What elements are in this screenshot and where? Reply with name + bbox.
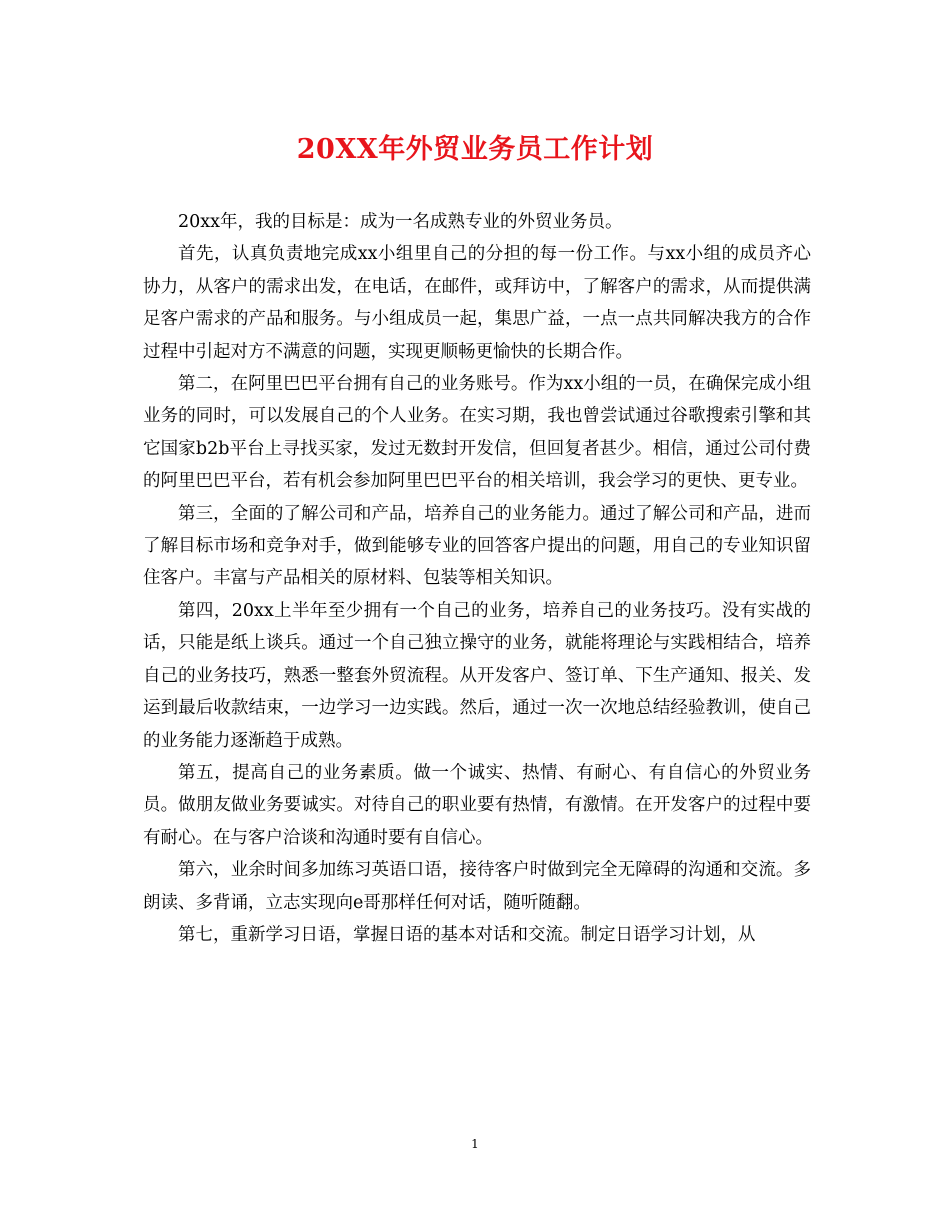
- document-title: 20XX年外贸业务员工作计划: [296, 134, 654, 165]
- paragraph-fifth: 第五，提高自己的业务素质。做一个诚实、热情、有耐心、有自信心的外贸业务员。做朋友做业务要诚实。对待自己的职业要有热情，有激情。在开发客户的过程中要有耐心。在与客户洽谈和沟通时要有自信心。: [143, 762, 811, 848]
- document-body: [143, 206, 811, 951]
- paragraph-second: 第二，在阿里巴巴平台拥有自己的业务账号。作为xx小组的一员，在确保完成小组业务的同时，可以发展自己的个人业务。在实习期，我也曾尝试通过谷歌搜索引擎和其它国家b2b平台上寻找买家，发过无数封开发信，但回复者甚少。相信，通过公司付费的阿里巴巴平台，若有机会参加阿里巴巴平台的相关培训，我会学习的更快、更专业。: [143, 374, 811, 492]
- paragraph-fourth: 第四，20xx上半年至少拥有一个自己的业务，培养自己的业务技巧。没有实战的话，只能是纸上谈兵。通过一个自己独立操守的业务，就能将理论与实践相结合，培养自己的业务技巧，熟悉一整套外贸流程。从开发客户、签订单、下生产通知、报关、发运到最后收款结束，一边学习一边实践。然后，通过一次一次地总结经验教训，使自己的业务能力逐渐趋于成熟。: [143, 600, 811, 751]
- paragraph-sixth: 第六，业余时间多加练习英语口语，接待客户时做到完全无障碍的沟通和交流。多朗读、多背诵，立志实现向e哥那样任何对话，随听随翻。: [143, 860, 811, 913]
- paragraph-third: 第三，全面的了解公司和产品，培养自己的业务能力。通过了解公司和产品，进而了解目标市场和竞争对手，做到能够专业的回答客户提出的问题，用自己的专业知识留住客户。丰富与产品相关的原材料、包装等相关知识。: [143, 503, 811, 589]
- paragraph-goal: 20xx年，我的目标是：成为一名成熟专业的外贸业务员。: [178, 212, 623, 232]
- page-number: 1: [471, 1137, 479, 1151]
- paragraph-first: 首先，认真负责地完成xx小组里自己的分担的每一份工作。与xx小组的成员齐心协力，从客户的需求出发，在电话，在邮件，或拜访中，了解客户的需求，从而提供满足客户需求的产品和服务。与小组成员一起，集思广益，一点一点共同解决我方的合作过程中引起对方不满意的问题，实现更顺畅更愉快的长期合作。: [143, 244, 811, 362]
- paragraph-seventh: 第七，重新学习日语，掌握日语的基本对话和交流。制定日语学习计划，从: [178, 924, 756, 945]
